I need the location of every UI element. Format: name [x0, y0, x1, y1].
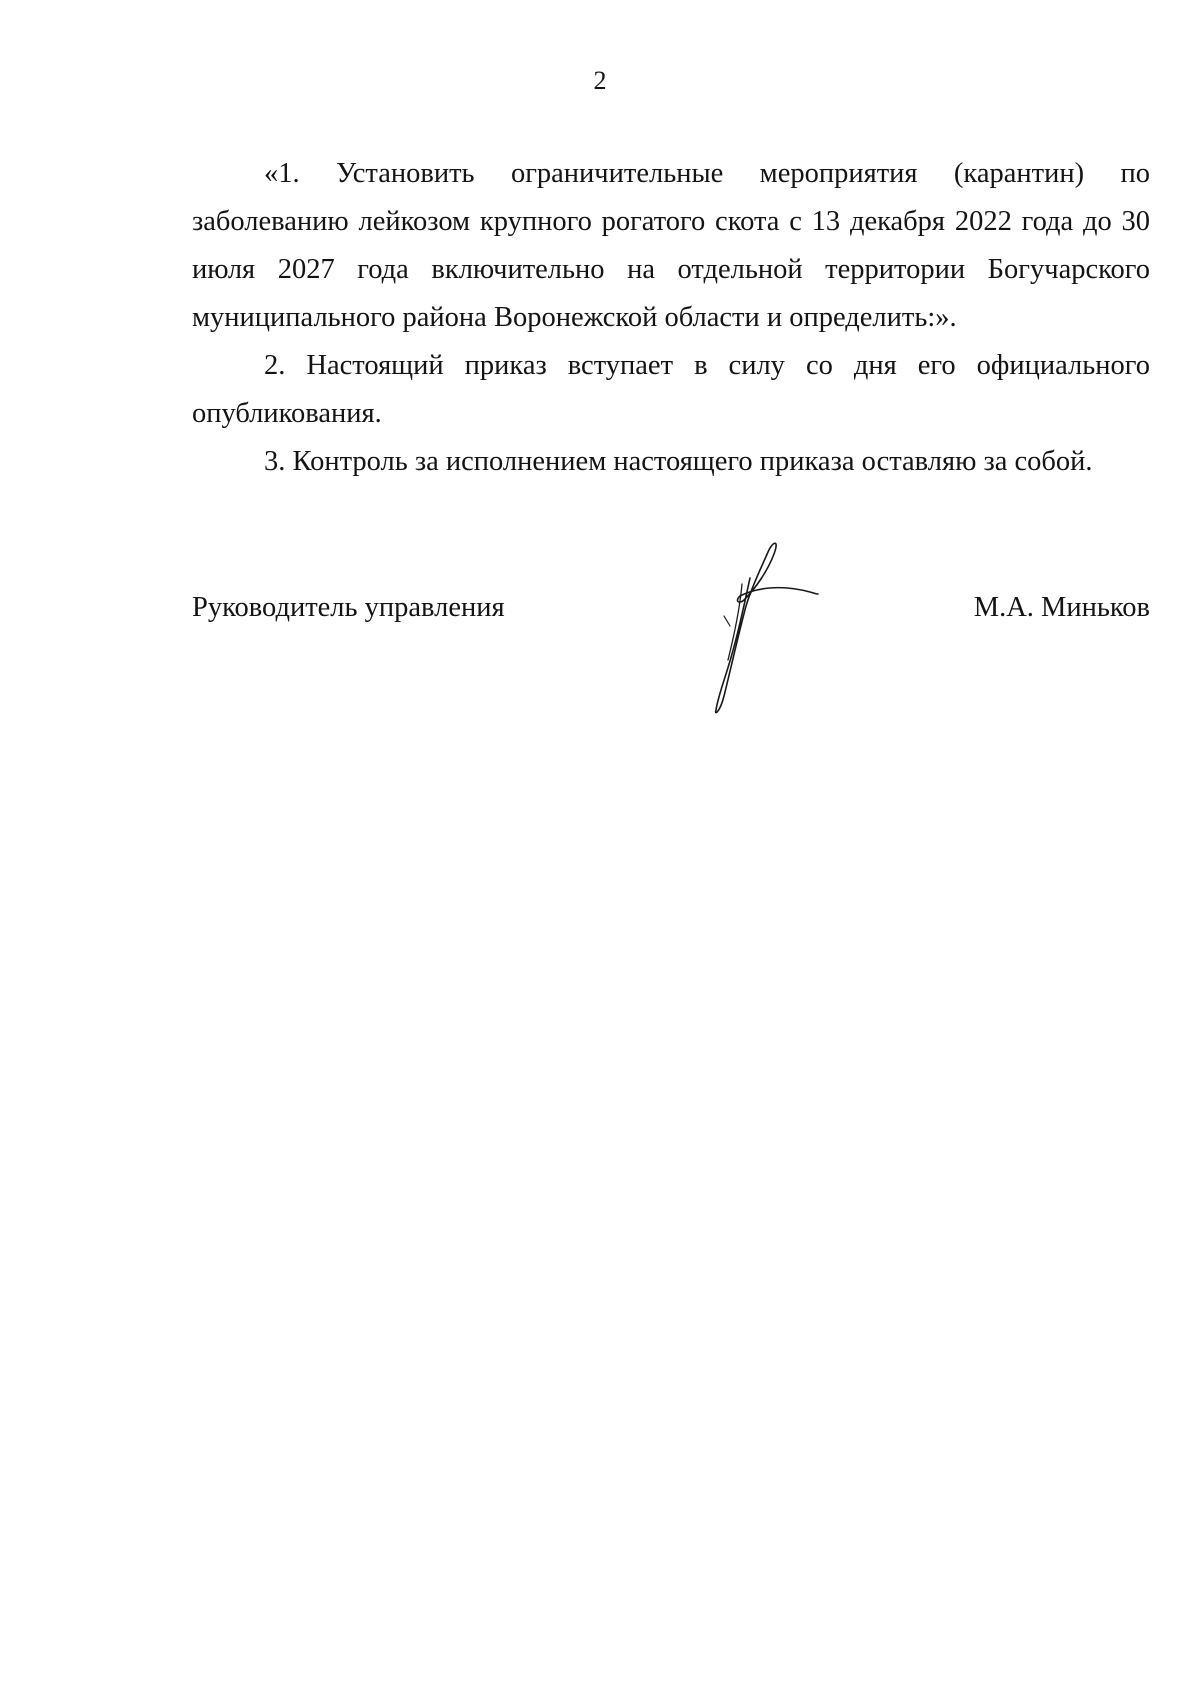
paragraph-item-3: 3. Контроль за исполнением настоящего приказа оставляю за собой.: [264, 446, 1093, 477]
signature-block: [192, 588, 1150, 628]
signer-name: М.А. Миньков: [973, 592, 1150, 623]
paragraph-item-1: «1. Установить ограничительные мероприятия (карантин) по заболеванию лейкозом крупного рогатого скота с 13 декабря 2022 года до 30 июля 2027 года включительно на отдельной территории Богучарского муниципального района Воронежской области и определить:».: [192, 158, 1150, 333]
signer-position: Руководитель управления: [192, 592, 505, 623]
page-number: 2: [593, 66, 607, 95]
paragraph-item-2: 2. Настоящий приказ вступает в силу со дня его официального опубликования.: [192, 350, 1150, 429]
document-body: [192, 150, 1150, 486]
handwritten-signature: [700, 536, 830, 716]
